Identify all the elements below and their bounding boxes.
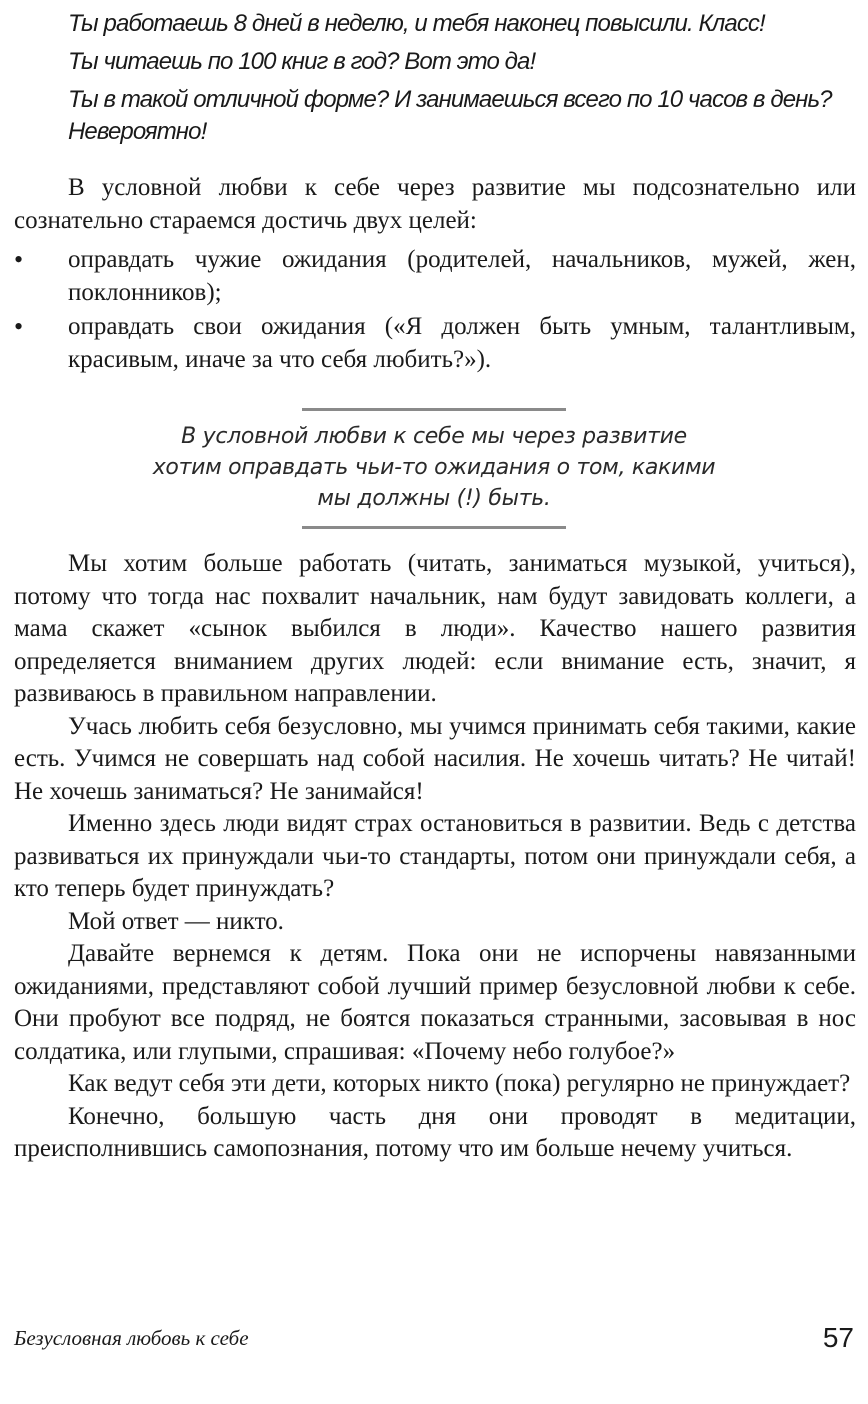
list-item [14, 244, 856, 309]
list-item-text: оправдать чужие ожидания (родителей, начальников, мужей, жен, поклонников); [68, 246, 856, 306]
italic-example-lines [68, 8, 858, 154]
running-footer-title: Безусловная любовь к себе [14, 1326, 249, 1350]
bullet-icon: • [14, 312, 24, 341]
book-page [14, 0, 856, 1404]
paragraph: Учась любить себя безусловно, мы учимся принимать себя такими, какие есть. Учимся не совершать над собой насилия. Не хочешь читать? Не читай! Не хочешь заниматься? Не занимайся! [14, 712, 856, 805]
pull-quote-text: В условной любви к себе мы через развитие хотим оправдать чьи-то ожидания о том, какими мы должны (!) быть. [152, 424, 716, 511]
paragraph: Как ведут себя эти дети, которых никто (пока) регулярно не принуждает? [68, 1070, 851, 1097]
italic-line: Ты работаешь 8 дней в неделю, и тебя наконец повысили. Класс! [68, 10, 765, 37]
paragraph: Давайте вернемся к детям. Пока они не испорчены навязанными ожиданиями, представляют собой лучший пример безусловной любви к себе. Они пробуют все подряд, не боятся показаться странными, засовывая в нос солдатика, или глупыми, спрашивая: «Почему небо голубое?» [14, 940, 856, 1065]
italic-line: Ты в такой отличной форме? И занимаешься всего по 10 часов в день? Невероятно! [68, 86, 832, 145]
paragraph: Именно здесь люди видят страх остановиться в развитии. Ведь с детства развиваться их принуждали чьи-то стандарты, потом они принуждали себя, а кто теперь будет принуждать? [14, 810, 856, 902]
page-number: 57 [822, 1322, 854, 1353]
goals-list [14, 244, 856, 378]
bullet-icon: • [14, 245, 24, 274]
paragraph: Мы хотим больше работать (читать, заниматься музыкой, учиться), потому что тогда нас похвалит начальник, нам будут завидовать коллеги, а мама скажет «сынок выбился в люди». Качество нашего развития определяется вниманием других людей: если внимание есть, значит, я развиваюсь в правильном направлении. [14, 550, 856, 707]
paragraph: Мой ответ — никто. [68, 907, 284, 935]
quote-bottom-divider [302, 526, 566, 529]
intro-paragraph: В условной любви к себе через развитие мы подсознательно или сознательно стараемся достичь двух целей: [14, 174, 856, 234]
list-item-text: оправдать свои ожидания («Я должен быть умным, талантливым, красивым, иначе за что себя любить?»). [68, 313, 856, 373]
main-text [14, 548, 856, 1166]
italic-line: Ты читаешь по 100 книг в год? Вот это да! [68, 48, 536, 75]
pull-quote [144, 408, 724, 529]
paragraph: Конечно, большую часть дня они проводят в медитации, преисполнившись самопознания, потому что им больше нечему учиться. [14, 1102, 856, 1162]
intro-paragraph-block [14, 172, 856, 237]
list-item [14, 311, 856, 376]
